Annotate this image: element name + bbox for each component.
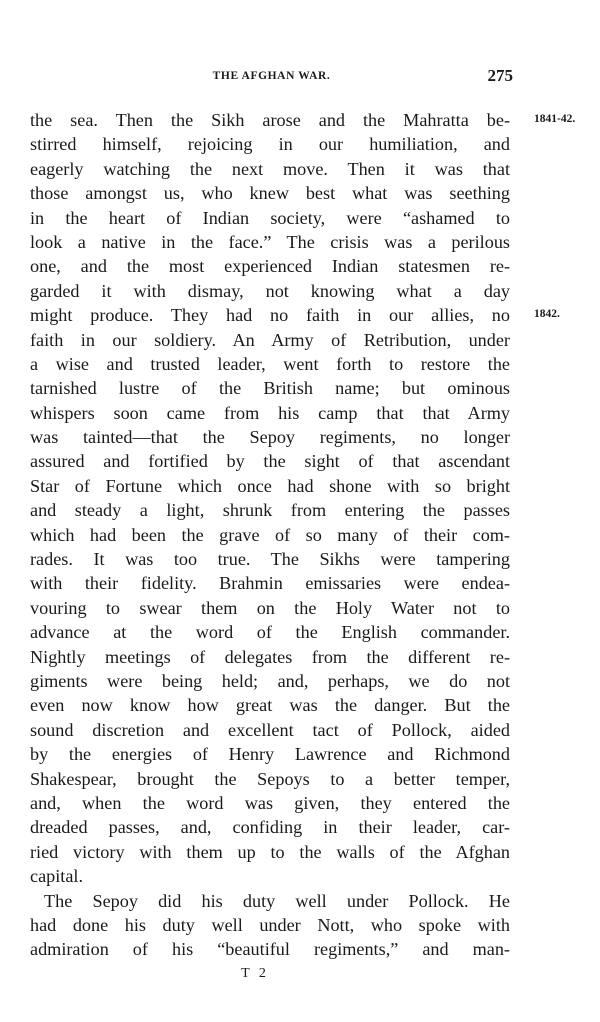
running-title: THE AFGHAN WAR. xyxy=(212,70,331,82)
text-line: Shakespear, brought the Sepoys to a better temper, xyxy=(30,768,510,789)
text-line: had done his duty well under Nott, who spoke with xyxy=(30,914,510,935)
text-line: sound discretion and excellent tact of Pollock, aided xyxy=(30,719,510,740)
text-line: and, when the word was given, they entered the xyxy=(30,792,510,813)
text-line: in the heart of Indian society, were “ashamed to xyxy=(30,207,510,228)
text-line: ried victory with them up to the walls of the Afghan xyxy=(30,841,510,862)
text-line: Nightly meetings of delegates from the different re- xyxy=(30,646,510,667)
text-line: advance at the word of the English commander. xyxy=(30,622,510,643)
text-line: The Sepoy did his duty well under Pollock. He xyxy=(44,890,510,911)
margin-date-note: 1842. xyxy=(534,308,560,320)
text-line: eagerly watching the next move. Then it was that xyxy=(30,158,510,179)
text-line: a wise and trusted leader, went forth to restore the xyxy=(30,353,510,374)
text-line: by the energies of Henry Lawrence and Richmond xyxy=(30,744,510,765)
text-line: was tainted—that the Sepoy regiments, no longer xyxy=(30,427,510,448)
text-line: dreaded passes, and, confiding in their leader, car- xyxy=(30,817,510,838)
text-line: rades. It was too true. The Sikhs were tampering xyxy=(30,549,510,570)
body-text xyxy=(30,108,510,962)
text-line: even now know how great was the danger. But the xyxy=(30,695,510,716)
text-line: admiration of his “beautiful regiments,” and man- xyxy=(30,939,510,960)
text-line: stirred himself, rejoicing in our humiliation, and xyxy=(30,134,510,155)
text-line: giments were being held; and, perhaps, we do not xyxy=(30,670,510,691)
text-line: capital. xyxy=(30,866,84,887)
text-line: assured and fortified by the sight of that ascendant xyxy=(30,451,510,472)
page-number: 275 xyxy=(487,66,513,85)
text-line: Star of Fortune which once had shone with so bright xyxy=(30,475,510,496)
signature-mark: T 2 xyxy=(241,966,269,981)
text-line: one, and the most experienced Indian statesmen re- xyxy=(30,256,510,277)
text-line: those amongst us, who knew best what was seething xyxy=(30,183,510,204)
text-line: vouring to swear them on the Holy Water not to xyxy=(30,597,510,618)
text-line: with their fidelity. Brahmin emissaries were endea- xyxy=(30,573,510,594)
text-line: garded it with dismay, not knowing what a day xyxy=(30,280,510,301)
margin-date-note: 1841-42. xyxy=(534,113,576,125)
text-line: look a native in the face.” The crisis was a perilous xyxy=(30,231,510,252)
text-line: might produce. They had no faith in our allies, no xyxy=(30,305,510,326)
text-line: which had been the grave of so many of their com- xyxy=(30,524,510,545)
text-line: faith in our soldiery. An Army of Retribution, under xyxy=(30,329,510,350)
text-line: and steady a light, shrunk from entering the passes xyxy=(30,500,510,521)
text-line: tarnished lustre of the British name; but ominous xyxy=(30,378,510,399)
text-line: whispers soon came from his camp that that Army xyxy=(30,402,510,423)
page-header xyxy=(30,66,513,88)
text-line: the sea. Then the Sikh arose and the Mahratta be- xyxy=(30,110,510,130)
